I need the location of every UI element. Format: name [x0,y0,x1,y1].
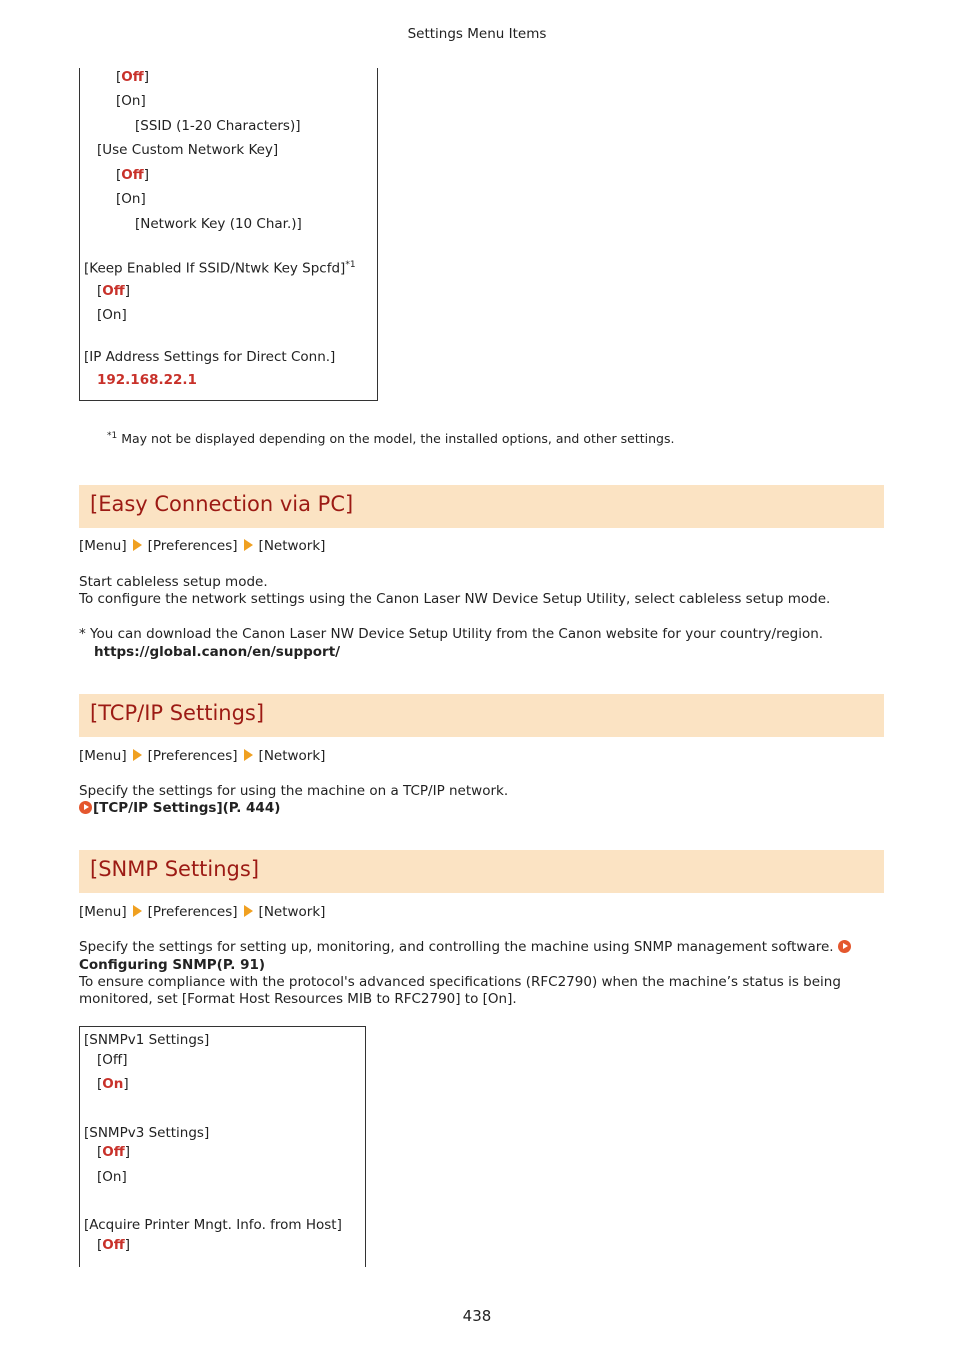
section-header-snmp: [SNMP Settings] [79,850,884,893]
link-arrow-icon [79,801,92,814]
ip-address-value: 192.168.22.1 [97,372,197,388]
breadcrumb: [Menu] [Preferences] [Network] [79,748,326,764]
description: Specify the settings for using the machine on a TCP/IP network. [79,783,509,799]
description: To ensure compliance with the protocol's advanced specifications (RFC2790) when the machine’s status is being [79,974,841,990]
breadcrumb: [Menu] [Preferences] [Network] [79,538,326,554]
custom-key-item: [Use Custom Network Key] [97,142,279,158]
network-key-option: [Network Key (10 Char.)] [135,216,302,232]
option-on: [On] [116,93,146,109]
running-header: Settings Menu Items [407,26,547,42]
breadcrumb: [Menu] [Preferences] [Network] [79,904,326,920]
option-off: [Off] [97,283,130,299]
arrow-right-icon [244,749,253,761]
option-on: [On] [97,307,127,323]
snmpv1-item: [SNMPv1 Settings] [84,1032,210,1048]
option-on: [On] [116,191,146,207]
section-header-easy-connection: [Easy Connection via PC] [79,485,884,528]
option-off: [Off] [97,1144,130,1160]
arrow-right-icon [244,539,253,551]
description: Start cableless setup mode. [79,574,268,590]
arrow-right-icon [244,905,253,917]
note: * You can download the Canon Laser NW Device Setup Utility from the Canon website for your country/region. [79,626,824,642]
arrow-right-icon [133,539,142,551]
description: monitored, set [Format Host Resources MIB to RFC2790] to [On]. [79,991,517,1007]
configuring-snmp-link[interactable]: Configuring SNMP(P. 91) [79,957,266,973]
arrow-right-icon [133,749,142,761]
snmpv3-item: [SNMPv3 Settings] [84,1125,210,1141]
option-off: [Off] [116,69,149,85]
option-on: [On] [97,1169,127,1185]
acquire-printer-info-item: [Acquire Printer Mngt. Info. from Host] [84,1217,342,1233]
link-arrow-icon [838,940,851,953]
description: Specify the settings for setting up, monitoring, and controlling the machine using SNMP management software. [79,939,852,955]
option-off: [Off] [97,1052,128,1068]
option-on: [On] [97,1076,129,1092]
option-off: [Off] [97,1237,130,1253]
tcpip-settings-link[interactable]: [TCP/IP Settings](P. 444) [79,800,280,816]
keep-enabled-item: [Keep Enabled If SSID/Ntwk Key Spcfd]$^{*1}$ [84,260,356,277]
footnote: $^{*1}$ May not be displayed depending on the model, the installed options, and other settings. [107,431,675,447]
support-url-link[interactable]: https://global.canon/en/support/ [94,644,341,660]
arrow-right-icon [133,905,142,917]
section-header-tcpip: [TCP/IP Settings] [79,694,884,737]
description: To configure the network settings using the Canon Laser NW Device Setup Utility, select cableless setup mode. [79,591,831,607]
ssid-option: [SSID (1-20 Characters)] [135,118,301,134]
page-number: 438 [462,1307,492,1325]
option-off: [Off] [116,167,149,183]
ip-address-item: [IP Address Settings for Direct Conn.] [84,349,336,365]
